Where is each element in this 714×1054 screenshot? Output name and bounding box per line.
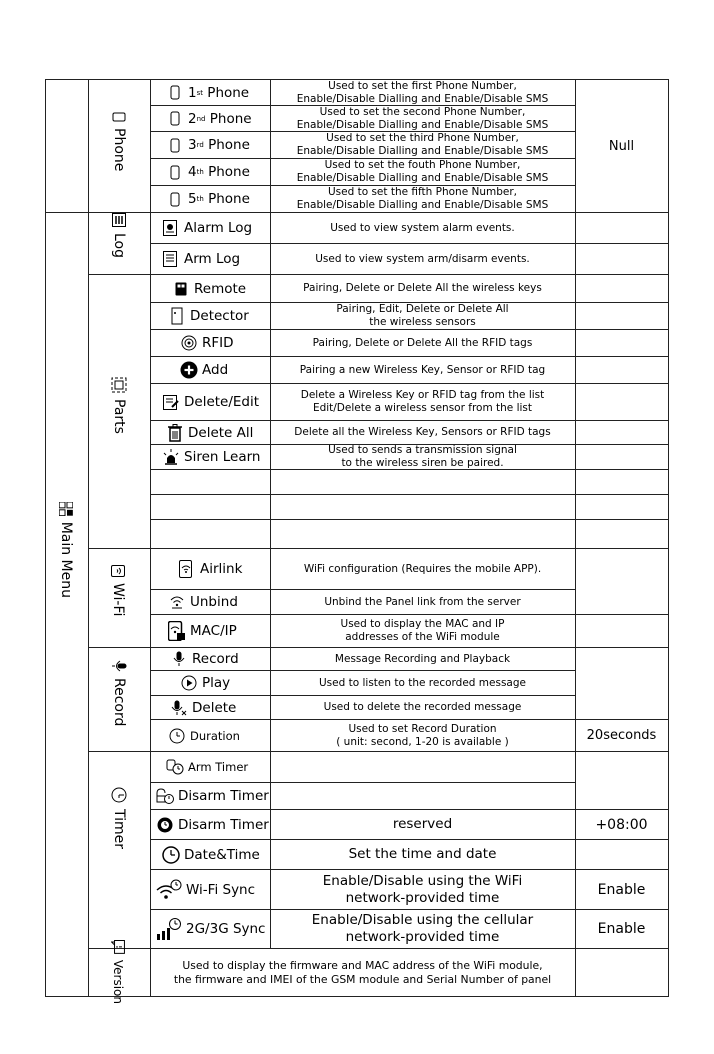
phone-icon — [166, 110, 184, 128]
record-play-desc: Used to listen to the recorded message — [318, 676, 526, 689]
timer-wifi-sync-desc: Enable/Disable using the WiFi network-provided time — [322, 872, 523, 906]
phone-5-desc: Used to set the fifth Phone Number, Enable/Disable Dialling and Enable/Disable SMS — [296, 186, 549, 211]
parts-rfid-desc: Pairing, Delete or Delete All the RFID tags — [312, 336, 533, 349]
delete-recording-icon — [170, 699, 188, 717]
parts-rfid: RFID — [180, 330, 270, 356]
parts-icon — [111, 377, 127, 393]
record-play: Play — [180, 671, 270, 695]
timer-cellular-sync: 2G/3G Sync — [156, 910, 270, 948]
alarm-log-icon — [162, 219, 180, 237]
phone-2: 2 nd Phone — [166, 106, 270, 131]
group-phone: Phone — [109, 112, 129, 180]
edit-icon — [162, 393, 180, 411]
record-delete-desc: Used to delete the recorded message — [323, 701, 522, 713]
phone-5: 5 th Phone — [166, 186, 270, 212]
wifi-unbind-desc: Unbind the Panel link from the server — [324, 595, 521, 608]
phone-4: 4 th Phone — [166, 159, 270, 185]
clock-icon — [162, 846, 180, 864]
timer-date-time-desc: Set the time and date — [348, 846, 497, 862]
timezone-icon — [156, 816, 174, 834]
timer-disarm: Disarm Timer — [156, 783, 270, 809]
record-delete: Delete — [170, 696, 270, 719]
phone-icon — [166, 136, 184, 154]
mac-ip-icon — [168, 622, 186, 640]
phone-icon — [166, 190, 184, 208]
timer-disarm-2: Disarm Timer — [156, 810, 270, 839]
microphone-icon — [111, 660, 127, 672]
phone-3: 3 rd Phone — [166, 132, 270, 158]
wifi-unbind: Unbind — [168, 590, 270, 614]
timer-date-time: Date&Time — [162, 840, 270, 869]
group-timer: Timer — [109, 787, 129, 851]
record-duration: Duration — [168, 720, 270, 751]
version-icon — [111, 940, 125, 954]
group-parts: Parts — [109, 377, 129, 447]
record-record-desc: Message Recording and Playback — [334, 652, 511, 665]
timer-arm-desc — [270, 752, 575, 782]
cellular-sync-icon — [156, 917, 182, 941]
parts-detector-desc: Pairing, Edit, Delete or Delete All the wireless sensors — [336, 303, 509, 328]
wifi-mac-ip-desc: Used to display the MAC and IP addresses of the WiFi module — [340, 618, 505, 643]
group-wifi: Wi-Fi — [108, 565, 128, 631]
phone-icon — [112, 112, 126, 122]
parts-delete-edit: Delete/Edit — [162, 384, 270, 420]
trash-icon — [166, 424, 184, 442]
remote-icon — [172, 280, 190, 298]
log-icon — [112, 213, 126, 227]
unbind-icon — [168, 593, 186, 611]
phone-3-desc: Used to set the third Phone Number, Enable/Disable Dialling and Enable/Disable SMS — [296, 132, 549, 157]
timer-wifi-sync: Wi-Fi Sync — [156, 870, 270, 909]
wifi-airlink: Airlink — [178, 549, 270, 589]
timer-cellular-sync-value: Enable — [597, 921, 646, 937]
parts-siren-learn: Siren Learn — [162, 445, 270, 469]
timer-wifi-sync-value: Enable — [597, 881, 646, 898]
parts-siren-learn-desc: Used to sends a transmission signal to the wireless siren be paired. — [328, 444, 517, 469]
phone-4-desc: Used to set the fouth Phone Number, Enable/Disable Dialling and Enable/Disable SMS — [296, 159, 549, 184]
phone-value: Null — [608, 138, 635, 154]
timer-disarm-2-value: +08:00 — [595, 816, 648, 833]
wifi-mac-ip: MAC/IP — [168, 615, 270, 647]
parts-delete-all-desc: Delete all the Wireless Key, Sensors or RFID tags — [294, 426, 551, 438]
arm-log: Arm Log — [162, 244, 270, 274]
group-record: Record — [109, 660, 129, 740]
version-desc: Used to display the firmware and MAC address of the WiFi module, the firmware and IMEI of the GSM module and Serial Number of panel — [173, 958, 552, 986]
parts-delete-edit-desc: Delete a Wireless Key or RFID tag from the list Edit/Delete a wireless sensor from the list — [300, 389, 545, 414]
group-version: Version — [108, 940, 128, 1004]
timer-arm: Arm Timer — [166, 752, 270, 782]
timer-disarm-2-desc: reserved — [392, 816, 453, 832]
phone-icon — [166, 84, 184, 102]
siren-icon — [162, 448, 180, 466]
record-duration-value: 20seconds — [586, 728, 657, 743]
group-log: Log — [109, 213, 129, 273]
main-menu-label: Main Menu — [56, 502, 76, 598]
wifi-icon — [111, 565, 125, 577]
parts-detector: Detector — [168, 303, 270, 329]
timer-disarm-desc — [270, 783, 575, 809]
record-duration-desc: Used to set Record Duration ( unit: second, 1-20 is available ) — [336, 722, 509, 748]
parts-delete-all: Delete All — [166, 421, 270, 444]
main-menu-icon — [59, 502, 73, 516]
timer-cellular-sync-desc: Enable/Disable using the cellular network-provided time — [311, 912, 534, 945]
microphone-icon — [170, 650, 188, 668]
arm-log-desc: Used to view system arm/disarm events. — [315, 252, 530, 265]
parts-remote: Remote — [172, 275, 270, 302]
phone-2-desc: Used to set the second Phone Number, Enable/Disable Dialling and Enable/Disable SMS — [296, 105, 549, 131]
alarm-log-desc: Used to view system alarm events. — [330, 221, 515, 234]
arm-timer-icon — [166, 758, 184, 776]
airlink-icon — [178, 560, 196, 578]
phone-1-desc: Used to set the first Phone Number, Enable/Disable Dialling and Enable/Disable SMS — [296, 79, 549, 105]
detector-icon — [168, 307, 186, 325]
parts-add-desc: Pairing a new Wireless Key, Sensor or RFID tag — [299, 363, 546, 376]
wifi-airlink-desc: WiFi configuration (Requires the mobile APP). — [303, 562, 542, 575]
add-icon — [180, 361, 198, 379]
alarm-log: Alarm Log — [162, 213, 270, 243]
phone-icon — [166, 163, 184, 181]
play-icon — [180, 674, 198, 692]
clock-icon — [111, 787, 127, 803]
clock-icon — [168, 727, 186, 745]
parts-add: Add — [180, 357, 270, 383]
disarm-timer-icon — [156, 787, 174, 805]
wifi-sync-icon — [156, 879, 182, 901]
rfid-icon — [180, 334, 198, 352]
phone-1: 1 st Phone — [166, 80, 270, 105]
parts-remote-desc: Pairing, Delete or Delete All the wireless keys — [303, 282, 542, 294]
record-record: Record — [170, 648, 270, 670]
arm-log-icon — [162, 250, 180, 268]
